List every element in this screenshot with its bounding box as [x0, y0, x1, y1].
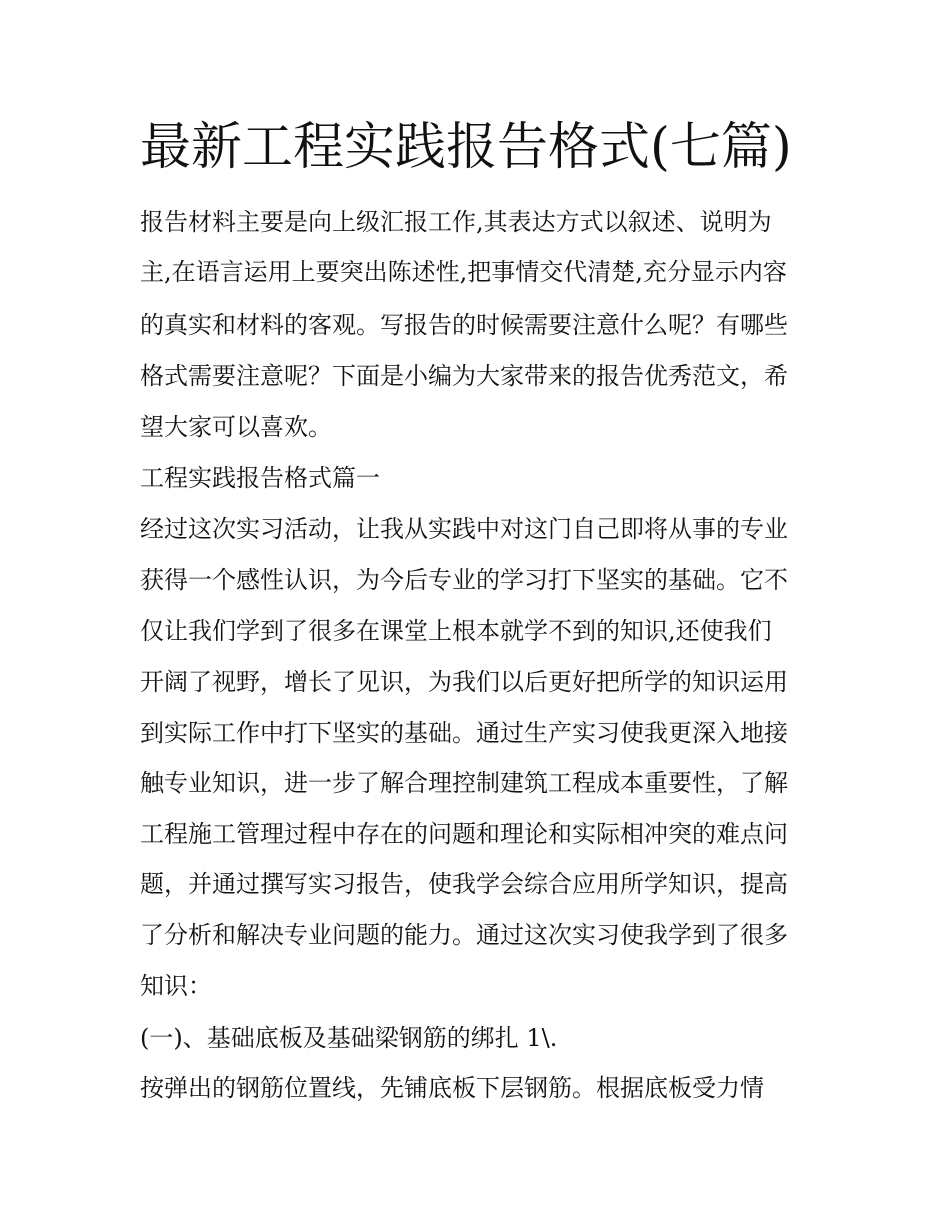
paragraph-line: 仅让我们学到了很多在课堂上根本就学不到的知识,还使我们 — [140, 617, 772, 645]
paragraph-line: 工程施工管理过程中存在的问题和理论和实际相冲突的难点问 — [140, 820, 788, 848]
paragraph-line: 到实际工作中打下坚实的基础。通过生产实习使我更深入地接 — [140, 719, 788, 747]
paragraph-line: 望大家可以喜欢。 — [140, 413, 332, 441]
paragraph-line: 经过这次实习活动，让我从实践中对这门自己即将从事的专业 — [140, 515, 788, 543]
paragraph-line: 报告材料主要是向上级汇报工作,其表达方式以叙述、说明为 — [140, 208, 772, 236]
paragraph-line: 触专业知识，进一步了解合理控制建筑工程成本重要性，了解 — [140, 769, 788, 797]
paragraph-line: 了分析和解决专业问题的能力。通过这次实习使我学到了很多 — [140, 921, 788, 949]
paragraph-line: 题，并通过撰写实习报告，使我学会综合应用所学知识，提高 — [140, 870, 788, 898]
paragraph-line: 主,在语言运用上要突出陈述性,把事情交代清楚,充分显示内容 — [140, 258, 787, 286]
paragraph-line: 开阔了视野，增长了见识，为我们以后更好把所学的知识运用 — [140, 668, 788, 696]
paragraph-line: 格式需要注意呢？下面是小编为大家带来的报告优秀范文，希 — [140, 362, 788, 390]
subsection-heading: (一)、基础底板及基础梁钢筋的绑扎 1\. — [140, 1024, 558, 1052]
paragraph-line: 按弹出的钢筋位置线，先铺底板下层钢筋。根据底板受力情 — [140, 1074, 764, 1102]
document-title: 最新工程实践报告格式(七篇) — [140, 118, 792, 177]
paragraph-line: 知识： — [140, 972, 212, 1000]
paragraph-line: 的真实和材料的客观。写报告的时候需要注意什么呢？有哪些 — [140, 311, 788, 339]
section-heading: 工程实践报告格式篇一 — [140, 464, 380, 492]
paragraph-line: 获得一个感性认识，为今后专业的学习打下坚实的基础。它不 — [140, 566, 788, 594]
